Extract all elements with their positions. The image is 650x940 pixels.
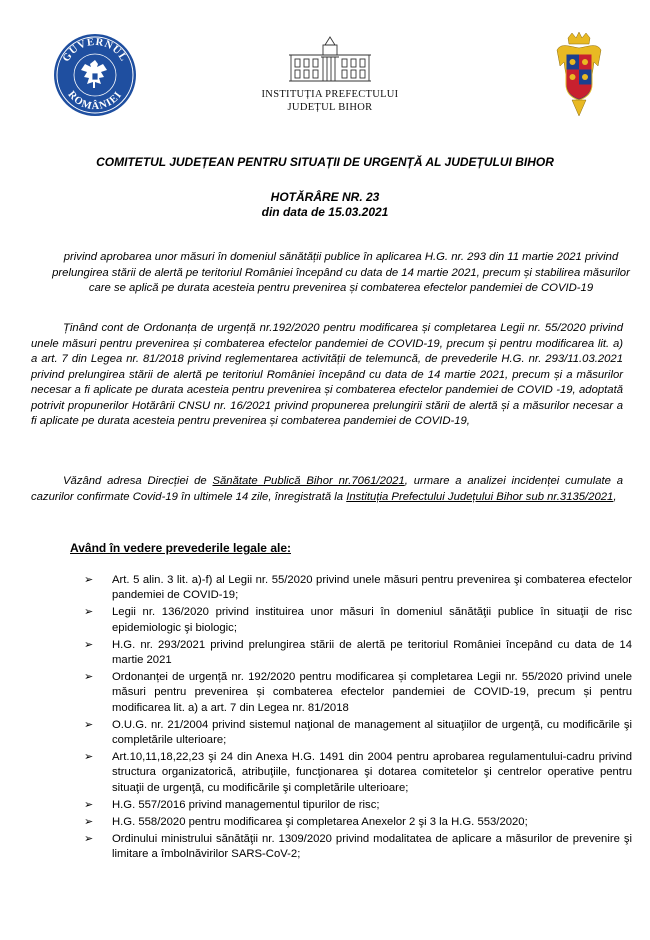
- arrow-bullet-icon: ➢: [84, 671, 94, 684]
- arrow-bullet-icon: ➢: [84, 574, 94, 586]
- list-item: [84, 605, 632, 635]
- list-item: [84, 815, 632, 830]
- list-item-text: Ordinului ministrului sănătăţii nr. 1309/2020 privind modalitatea de aplicare a măsurilor de prevenire şi limitare a îmbolnăvirilor SARS-CoV-2;: [112, 833, 632, 861]
- decision-title: HOTĂRÂRE NR. 23: [270, 190, 380, 204]
- seal-text-top: GUVERNUL: [60, 36, 130, 64]
- paragraph-address-text2: , urmare a analizei incidenței cumulate a cazurilor confirmate Covid-19 în ultimele 14 zile, înregistrată la: [31, 475, 623, 503]
- list-item-text: H.G. 557/2016 privind managementul tipurilor de risc;: [112, 798, 380, 811]
- arrow-bullet-icon: ➢: [84, 718, 94, 731]
- list-item-text: H.G. 558/2020 pentru modificarea şi completarea Anexelor 2 şi 3 la H.G. 553/2020;: [112, 816, 528, 829]
- legal-basis-heading: Având în vedere prevederile legale ale:: [70, 541, 291, 555]
- institution-building-icon: [287, 35, 373, 85]
- list-item: [84, 750, 632, 796]
- arrow-bullet-icon: ➢: [84, 751, 94, 764]
- list-item-text: O.U.G. nr. 21/2004 privind sistemul naţional de management al situaţiilor de urgenţă, cu modificările şi completările ulterioare;: [112, 718, 632, 747]
- dsp-reference: Sănătate Publică Bihor nr.7061/2021: [212, 475, 405, 487]
- list-item: [84, 798, 632, 813]
- paragraph-address-text3: ,: [613, 490, 617, 503]
- decision-header: [0, 190, 650, 220]
- decision-subject: privind aprobarea unor măsuri în domeniul sănătății publice în aplicarea H.G. nr. 293 din 11 martie 2021 privind prelungirea stării de alertă pe teritoriul României începând cu data de 14 martie 2021, precum și stabilirea măsurilor care se aplică pe durata acesteia pentru prevenirea și combaterea efectelor pandemiei de COVID-19: [52, 251, 630, 294]
- list-item-text: Legii nr. 136/2020 privind instituirea unor măsuri în domeniul sănătăţii publice în situaţii de risc epidemiologic şi biologic;: [112, 606, 632, 634]
- list-item: [84, 670, 632, 716]
- government-seal-icon: [53, 33, 137, 117]
- paragraph-considering: Ținând cont de Ordonanța de urgență nr.192/2020 pentru modificarea și completarea Legii nr. 55/2020 privind unele măsuri pentru prevenirea și combaterea efectelor pandemiei de COVID-19, precum și pentru modificarea lit. a) a art. 7 din Legea nr. 81/2018 privind reglementarea activității de telemuncă, de prevederile H.G. nr. 293/11.03.2021 privind prelungirea stării de alertă pe teritoriul României începând cu data de 14 martie 2021, precum și a măsurilor necesar a fi aplicate pe durata acesteia pentru prevenirea și combaterea efectelor pandemiei de COVID -19, adoptată potrivit propunerilor Hotărârii CNSU nr. 16/2021 privind propunerea prelungirii stării de alertă și a măsurilor necesar a fi aplicate pe durata acesteia pentru prevenirea și combaterea pandemiei de COVID-19,: [31, 322, 623, 427]
- list-item-text: Art.10,11,18,22,23 şi 24 din Anexa H.G. 1491 din 2004 pentru aprobarea regulamentului-cadru privind structura organizatorică, atribuţiile, funcţionarea şi dotarea comitetelor şi centrelor operative pentru situaţii de urgenţă, cu modificările şi completările ulterioare;: [112, 751, 632, 794]
- coat-of-arms-icon: [554, 32, 604, 118]
- list-item: [84, 832, 632, 862]
- arrow-bullet-icon: ➢: [84, 816, 94, 829]
- committee-title: COMITETUL JUDEȚEAN PENTRU SITUAȚII DE URGENȚĂ AL JUDEȚULUI BIHOR: [96, 155, 554, 169]
- seal-text-bottom: ROMÂNIEI: [65, 89, 125, 113]
- institution-name-line1: INSTITUȚIA PREFECTULUI: [261, 89, 399, 100]
- decision-date: din data de 15.03.2021: [261, 205, 389, 219]
- institution-name-line2: JUDEȚUL BIHOR: [287, 102, 373, 113]
- legal-basis-list: [84, 573, 632, 865]
- list-item: [84, 638, 632, 668]
- arrow-bullet-icon: ➢: [84, 638, 94, 651]
- list-item-text: Art. 5 alin. 3 lit. a)-f) al Legii nr. 55/2020 privind unele măsuri pentru prevenirea şi combaterea efectelor pandemiei de COVID-19;: [112, 574, 632, 602]
- paragraph-address: [31, 474, 623, 505]
- arrow-bullet-icon: ➢: [84, 606, 94, 619]
- list-item: [84, 573, 632, 603]
- institution-logo: [255, 35, 405, 114]
- list-item-text: H.G. nr. 293/2021 privind prelungirea stării de alertă pe teritoriul României începând cu data de 14 martie 2021: [112, 638, 632, 667]
- list-item-text: Ordonanței de urgență nr. 192/2020 pentru modificarea și completarea Legii nr. 55/2020 privind unele măsuri pentru prevenirea și combaterea efectelor pandemiei de COVID-19, precum și pentru modificarea lit. a) a art. 7 din Legea nr. 81/2018: [112, 671, 632, 714]
- prefecture-reference: Instituția Prefectului Județului Bihor sub nr.3135/2021: [346, 490, 614, 503]
- arrow-bullet-icon: ➢: [84, 833, 94, 846]
- arrow-bullet-icon: ➢: [84, 798, 94, 811]
- paragraph-address-text1: Văzând adresa Direcției de: [63, 475, 213, 487]
- list-item: [84, 718, 632, 748]
